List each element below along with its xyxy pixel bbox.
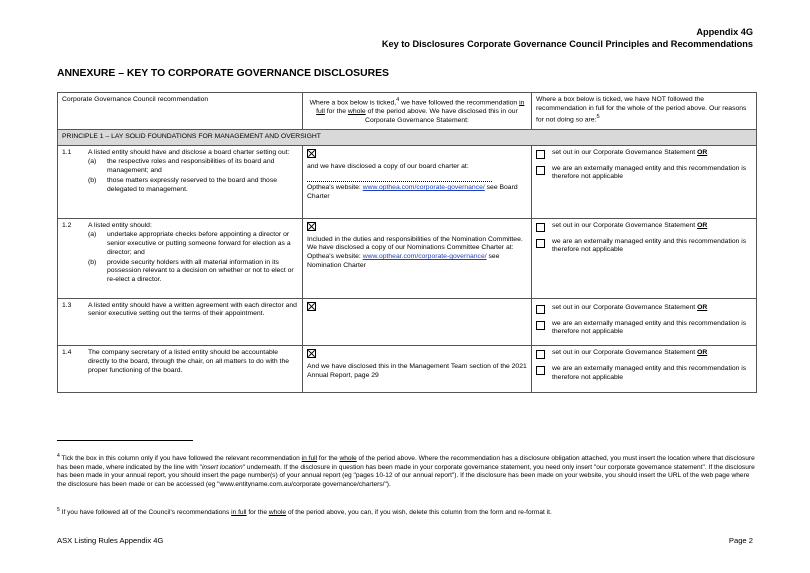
external-checkbox[interactable] (536, 166, 545, 175)
disclosure-text: And we have disclosed this in the Management Team section of the 2021 Annual Report, page 29 (307, 363, 527, 379)
rec-number: 1.1 (62, 148, 72, 156)
statement-checkbox[interactable] (536, 150, 545, 159)
principle-title: PRINCIPLE 1 – LAY SOLID FOUNDATIONS FOR MANAGEMENT AND OVERSIGHT (58, 130, 757, 146)
external-checkbox[interactable] (536, 321, 545, 330)
section-title: ANNEXURE – KEY TO CORPORATE GOVERNANCE DISCLOSURES (57, 68, 389, 79)
external-checkbox[interactable] (536, 366, 545, 375)
col-recommendation-head: Corporate Governance Council recommendation (58, 93, 303, 130)
disclosure-table (57, 92, 757, 393)
rec-text: A listed entity should have and disclose a board charter setting out: (88, 148, 290, 156)
followed-checkbox-checked[interactable] (307, 222, 316, 231)
statement-checkbox[interactable] (536, 223, 545, 232)
statement-checkbox[interactable] (536, 350, 545, 359)
table-row: 1.3 A listed entity should have a written agreement with each director and senior executive setting out the terms of their appointment. set out in our Corporate Governance Statement OR we are an externally managed entity and this recommendation is therefore not applicable (58, 298, 757, 345)
col-followed-head: Where a box below is ticked,$^4$ we have followed the recommendation in full for the whole of the period above. We have disclosed this in our Corporate Governance Statement: (303, 93, 532, 130)
rec-text: A listed entity should: (88, 221, 152, 229)
insert-location-line (307, 175, 492, 182)
footer-left: ASX Listing Rules Appendix 4G (57, 536, 164, 545)
table-row: 1.2 A listed entity should: (a) undertake appropriate checks before appointing a director or senior executive or putting someone forward for election as a director; and (b) provide security holders with all material information in its possession relevant to a decision on whether or not to elect or re-elect a director. Included in the duties and responsibilities of the Nomination Committee. We have disclosed a copy of our Nominations Committee Charter at: Opthea's website: www.opthear.com/corporate-governance/ see Nomination Charter set out in our Corporate Governance Statement OR we are an externally managed entity and this recommendation is therefore not applicable (58, 218, 757, 298)
footnote-separator (57, 440, 193, 441)
table-row: 1.1 A listed entity should have and disclose a board charter setting out: (a) the respective roles and responsibilities of its board and management; and (b) those matters expressly reserved to the board and those delegated to management. and we have disclosed a copy of our board charter at: Opthea's website: www.opthea.com/corporate-governance/ see Board Charter set out in our Corporate Governance Statement OR we are an externally managed entity and this recommendation is therefore not applicable (58, 145, 757, 218)
header-subtitle: Key to Disclosures Corporate Governance Council Principles and Recommendations (381, 39, 753, 49)
disclosure-location: Opthea's website: www.opthear.com/corporate-governance/ see Nomination Charter (307, 253, 500, 269)
rec-number: 1.4 (62, 349, 72, 357)
page-header (382, 26, 753, 50)
rec-text: A listed entity should have a written agreement with each director and senior executive setting out the terms of their appointment. (88, 301, 297, 318)
footnote-4: $^4$ Tick the box in this column only if you have followed the relevant recommendation in full for the whole of the period above. Where the recommendation has a disclosure obligation attached, you must insert the location where that disclosure has been made, where indicated by the line with "insert location" underneath. If the disclosure in question has been made in your corporate governance statement, you need only insert "our corporate governance statement". If the disclosure has been made in your annual report, you should insert the page number(s) of your annual report (eg "pages 10-12 of our annual report"). If the disclosure has been made on your website, you should insert the URL of the web page where the disclosure has been made or can be accessed (eg "www.entityname.com.au/corporate governance/charters/"). (57, 453, 755, 488)
external-checkbox[interactable] (536, 239, 545, 248)
header-appendix: Appendix 4G (696, 27, 753, 37)
disclosure-text: and we have disclosed a copy of our board charter at: (307, 162, 469, 170)
rec-number: 1.2 (62, 221, 72, 229)
col-not-followed-head: Where a box below is ticked, we have NOT followed the recommendation in full for the whole of the period above. Our reasons for not doing so are:$^5$ (532, 93, 757, 130)
table-header-row (58, 93, 757, 130)
disclosure-location: Opthea's website: www.opthea.com/corporate-governance/ see Board Charter (307, 184, 518, 201)
rec-text: The company secretary of a listed entity should be accountable directly to the board, through the chair, on all matters to do with the proper functioning of the board. (88, 349, 289, 374)
followed-checkbox-checked[interactable] (307, 302, 316, 311)
statement-checkbox[interactable] (536, 305, 545, 314)
table-row: 1.4 The company secretary of a listed entity should be accountable directly to the board, through the chair, on all matters to do with the proper functioning of the board. And we have disclosed this in the Management Team section of the 2021 Annual Report, page 29 set out in our Corporate Governance Statement OR we are an externally managed entity and this recommendation is therefore not applicable (58, 346, 757, 393)
followed-checkbox-checked[interactable] (307, 149, 316, 158)
rec-number: 1.3 (62, 301, 72, 309)
principle-row (58, 130, 757, 146)
footnote-5: $^5$ If you have followed all of the Council's recommendations in full for the whole of the period above, you can, if you wish, delete this column from the form and re-format it. (57, 507, 552, 517)
followed-checkbox-checked[interactable] (307, 349, 316, 358)
governance-link[interactable]: www.opthear.com/corporate-governance/ (362, 253, 487, 261)
page-number: Page 2 (728, 536, 753, 545)
disclosure-text: Included in the duties and responsibilities of the Nomination Committee. We have disclosed a copy of our Nominations Committee Charter at: (307, 235, 523, 252)
governance-link[interactable]: www.opthea.com/corporate-governance/ (362, 184, 485, 192)
